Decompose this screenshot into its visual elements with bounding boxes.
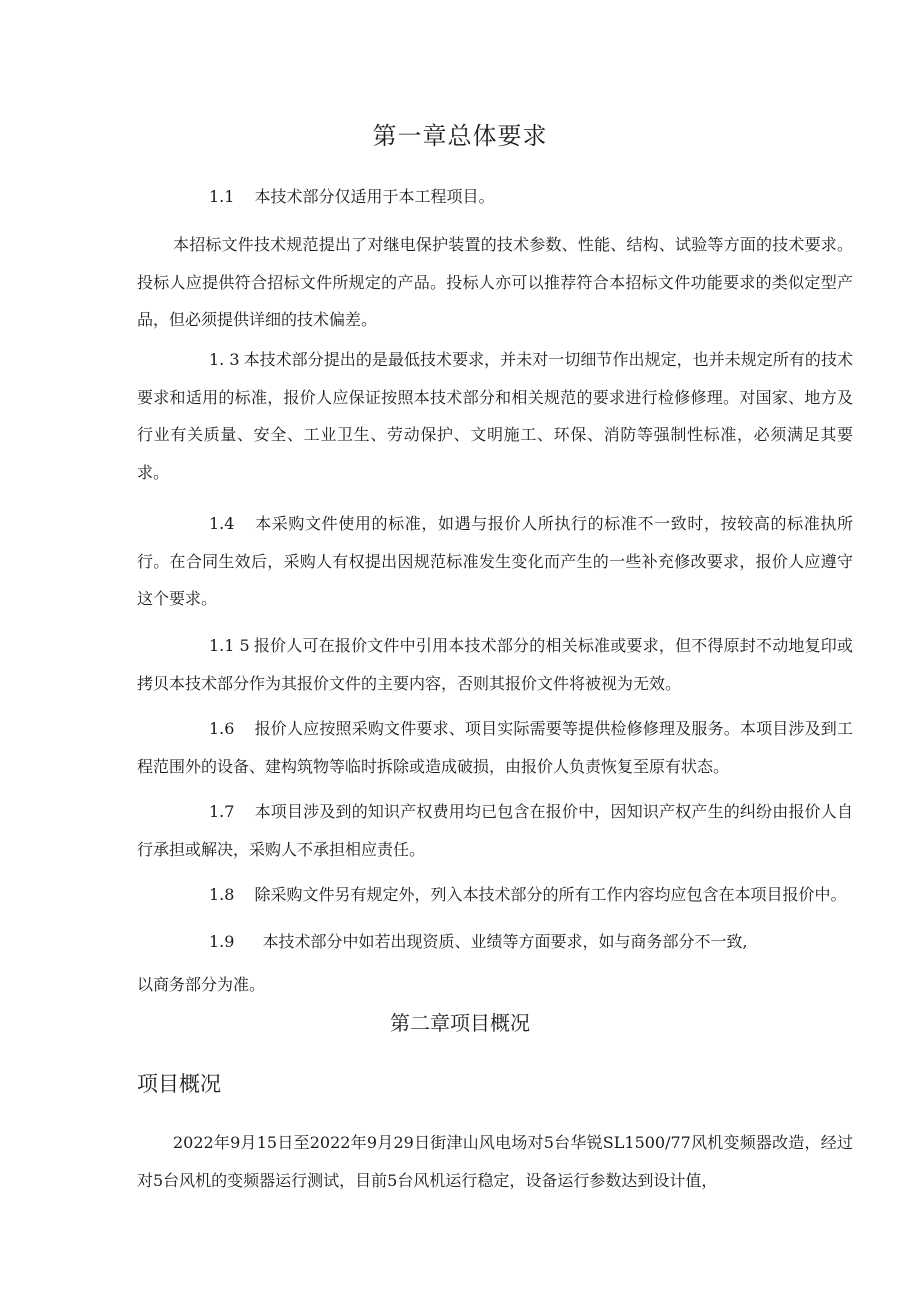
paragraph-text: 本采购文件使用的标准，如遇与报价人所执行的标准不一致时，按较高的标准执所行。在合同生效后，采购人有权提出因规范标准发生变化而产生的一些补充修改要求，报价人应遵守这个要求。	[137, 514, 853, 608]
paragraph-number: 1.9	[209, 932, 235, 951]
paragraph-1-5	[137, 627, 853, 702]
paragraph-text: 本招标文件技术规范提出了对继电保护装置的技术参数、性能、结构、试验等方面的技术要求。投标人应提供符合招标文件所规定的产品。投标人亦可以推荐符合本招标文件功能要求的类似定型产品，但必须提供详细的技术偏差。	[137, 235, 853, 329]
paragraph-number: 1.4	[209, 514, 235, 533]
paragraph-text: 2022年9月15日至2022年9月29日街津山风电场对5台华锐SL1500/77风机变频器改造，经过对5台风机的变频器运行测试，目前5台风机运行稳定，设备运行参数达到设计值，	[137, 1133, 853, 1190]
paragraph-text: 本技术部分中如若出现资质、业绩等方面要求，如与商务部分不一致,	[262, 932, 748, 951]
project-overview-paragraph	[137, 1124, 853, 1199]
paragraph-number: 1.6	[209, 719, 235, 738]
paragraph-1-1	[137, 178, 853, 216]
paragraph-number: 1.7	[209, 802, 235, 821]
paragraph-text: 除采购文件另有规定外，列入本技术部分的所有工作内容均应包含在本项目报价中。	[254, 885, 847, 904]
chapter-2-title: 第二章项目概况	[390, 1011, 530, 1035]
paragraph-text: 本技术部分提出的是最低技术要求，并未对一切细节作出规定，也并未规定所有的技术要求和适用的标准，报价人应保证按照本技术部分和相关规范的要求进行检修修理。对国家、地方及行业有关质量、安全、工业卫生、劳动保护、文明施工、环保、消防等强制性标准，必须满足其要求。	[137, 350, 853, 482]
paragraph-number: 1.8	[209, 885, 235, 904]
paragraph-1-9	[137, 923, 853, 961]
paragraph-number: 1.1	[209, 187, 235, 206]
paragraph-1-6	[137, 710, 853, 785]
paragraph-text: 报价人应按照采购文件要求、项目实际需要等提供检修修理及服务。本项目涉及到工程范围外的设备、建构筑物等临时拆除或造成破损，由报价人负责恢复至原有状态。	[137, 719, 853, 776]
paragraph-1-9-continuation: 以商务部分为准。	[137, 975, 266, 994]
section-title: 项目概况	[137, 1072, 221, 1096]
paragraph-1-3	[137, 341, 853, 491]
paragraph-intro	[137, 226, 853, 339]
paragraph-number: 1. 3	[209, 350, 240, 369]
paragraph-text: 本项目涉及到的知识产权费用均已包含在报价中，因知识产权产生的纠纷由报价人自行承担或解决，采购人不承担相应责任。	[137, 802, 853, 859]
paragraph-1-4	[137, 505, 853, 618]
paragraph-text: 报价人可在报价文件中引用本技术部分的相关标准或要求，但不得原封不动地复印或拷贝本技术部分作为其报价文件的主要内容，否则其报价文件将被视为无效。	[137, 636, 853, 693]
paragraph-number: 1.1 5	[209, 636, 250, 655]
paragraph-1-7	[137, 793, 853, 868]
paragraph-1-8	[137, 876, 853, 914]
paragraph-text: 本技术部分仅适用于本工程项目。	[254, 187, 495, 206]
chapter-1-title: 第一章总体要求	[372, 122, 548, 150]
